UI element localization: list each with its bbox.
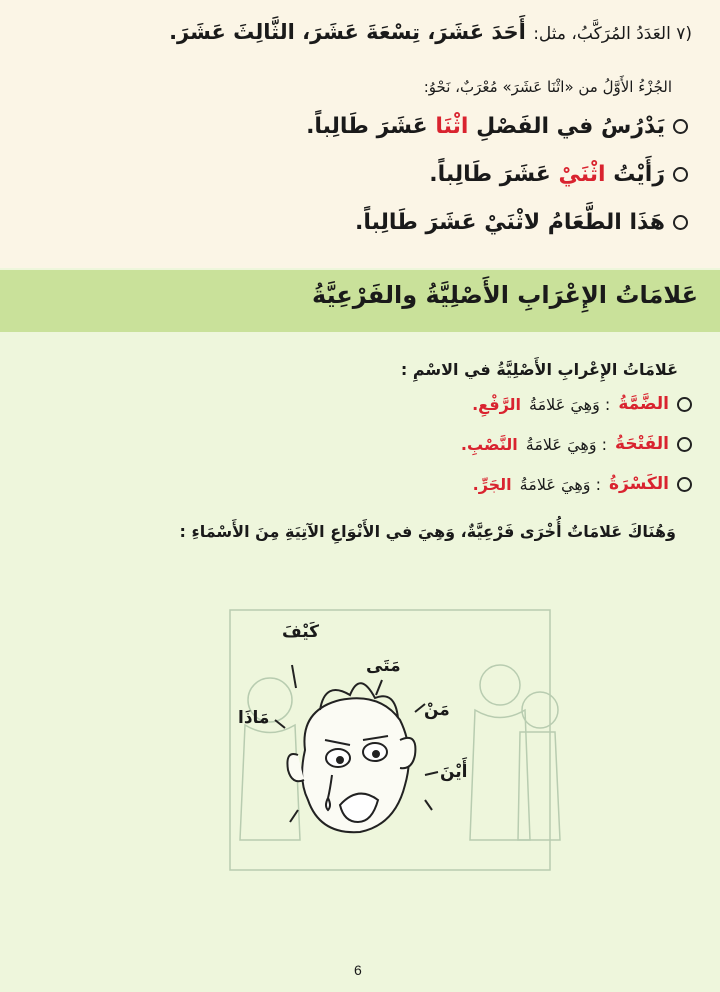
bullet-circle-icon (677, 437, 692, 452)
bullet-circle-icon (677, 397, 692, 412)
example-text: يَدْرُسُ في الفَصْلِ اثْنَا عَشَرَ طَالِباً. (306, 114, 665, 139)
question-word-mata: مَتَى (366, 656, 401, 676)
mark-item-kasra: الكَسْرَةُ : وَهِيَ عَلامَةُ الجَرِّ. (473, 474, 692, 494)
section-title: عَلامَاتُ الإِعْرَابِ الأَصْلِيَّةُ والفَرْعِيَّةُ (312, 281, 698, 309)
rule-examples: أَحَدَ عَشَرَ، تِسْعَةَ عَشَرَ، الثَّالِثَ عَشَرَ. (169, 20, 526, 44)
question-word-ayna: أَيْنَ (440, 762, 468, 782)
rule-line (169, 20, 692, 44)
question-word-matha: مَاذَا (238, 708, 270, 728)
question-word-kayfa: كَيْفَ (282, 622, 320, 642)
example-3 (355, 210, 688, 235)
question-word-man: مَنْ (424, 700, 450, 720)
bullet-circle-icon (673, 119, 688, 134)
marks-intro: عَلامَاتُ الإِعْرابِ الأَصْلِيَّةُ في الاسْمِ : (400, 360, 678, 379)
confused-boy-illustration (200, 600, 580, 890)
bullet-circle-icon (673, 215, 688, 230)
example-text: هَذَا الطَّعَامُ لاثْنَيْ عَشَرَ طَالِباً. (354, 210, 665, 235)
rule-lead: (٧ العَدَدُ المُرَكَّبُ، مثل: (533, 24, 692, 44)
other-marks-line: وَهُنَاكَ عَلامَاتٌ أُخْرَى فَرْعِيَّةٌ، وَهِيَ في الأَنْوَاعِ الآتِيَةِ مِنَ الأَسْمَاءِ : (179, 522, 676, 541)
rule-note: الجُزْءُ الأَوَّلُ من «اثْنَا عَشَرَ» مُعْرَبٌ، نَحْوُ: (423, 78, 672, 96)
mark-item-fatha: الفَتْحَةُ : وَهِيَ عَلامَةُ النَّصْبِ. (461, 434, 692, 454)
mark-item-damma: الضَّمَّةُ : وَهِيَ عَلامَةُ الرَّفْعِ. (472, 394, 692, 414)
bullet-circle-icon (673, 167, 688, 182)
example-2 (429, 162, 688, 187)
page-number: 6 (354, 962, 362, 978)
boy-head (287, 683, 415, 832)
example-text: رَأَيْتُ اثْنَيْ عَشَرَ طَالِباً. (429, 162, 665, 187)
example-1 (306, 114, 688, 139)
bullet-circle-icon (677, 477, 692, 492)
